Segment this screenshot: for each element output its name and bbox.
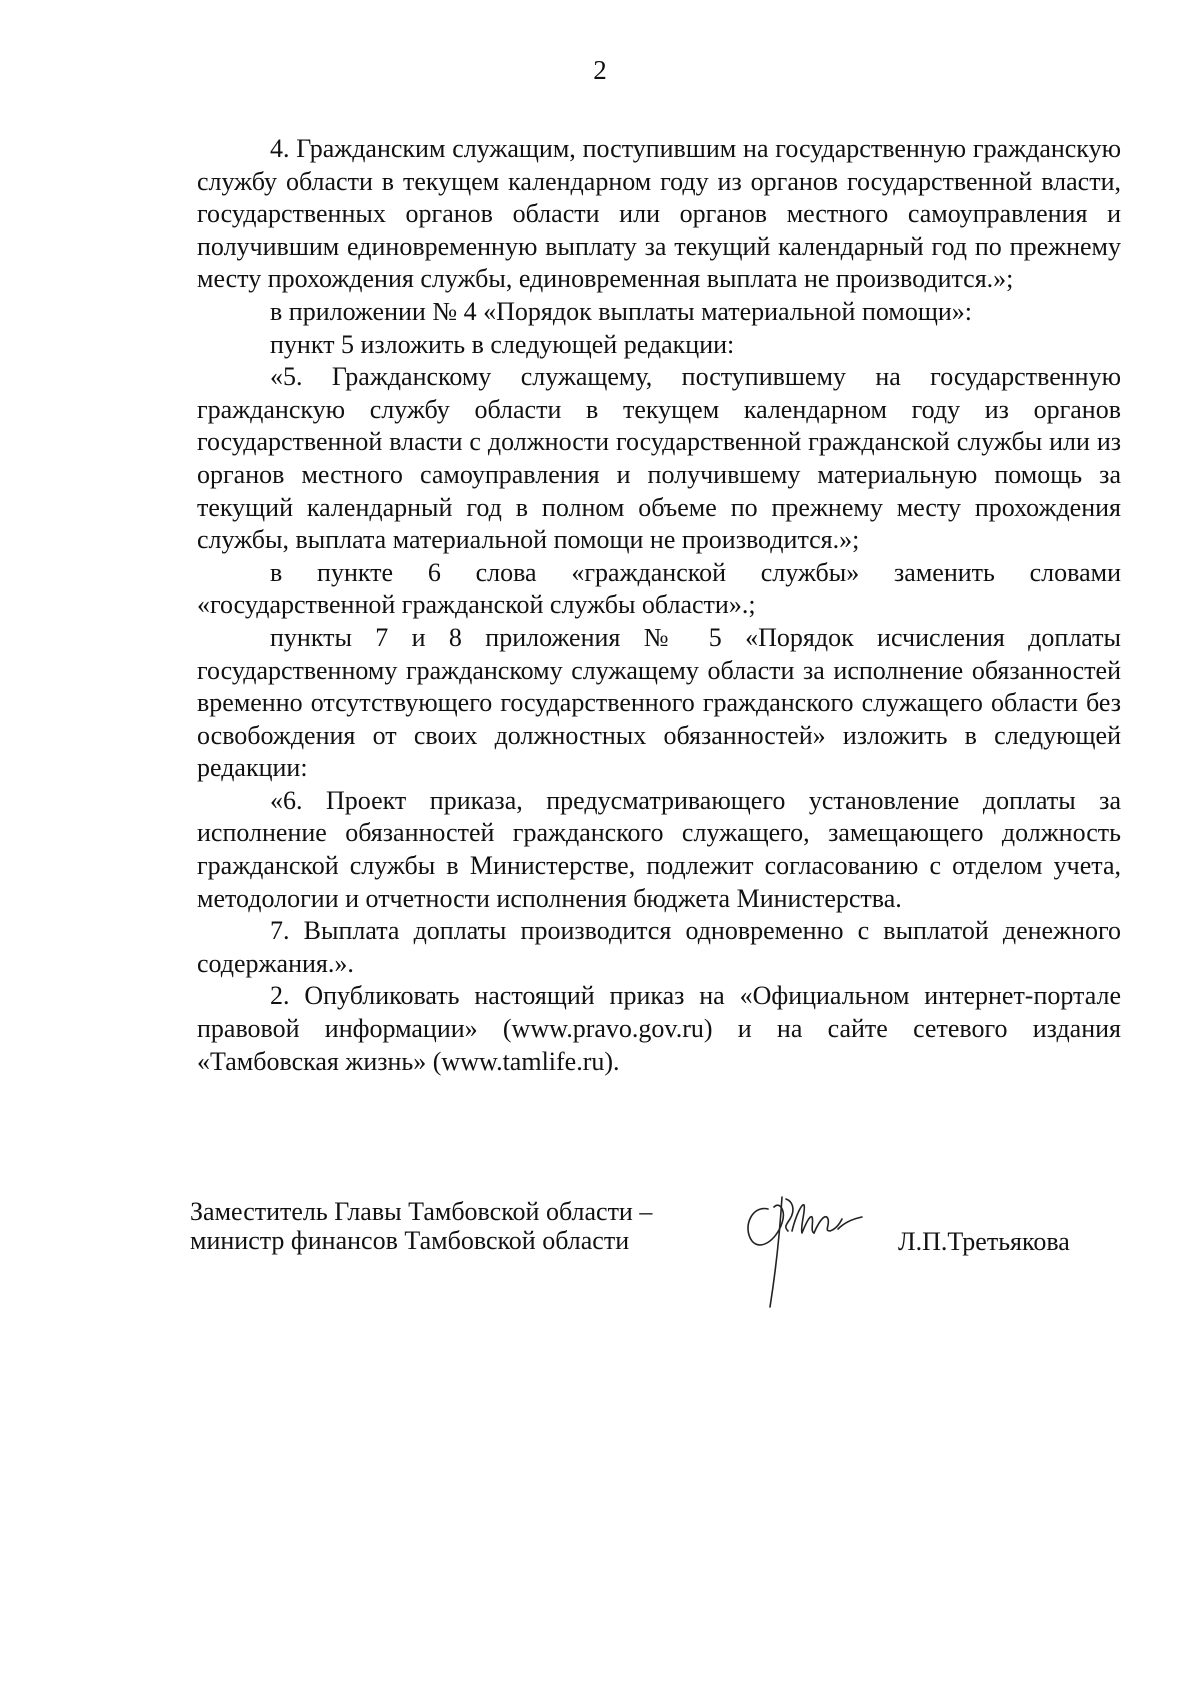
paragraph-appendix-4-intro: в приложении № 4 «Порядок выплаты материальной помощи»: [270, 296, 972, 326]
page-number: 2 [593, 55, 607, 85]
paragraph-point-6-replace: в пункте 6 слова «гражданской службы» заменить словами «государственной гражданской службы области».; [197, 557, 1121, 620]
paragraph-item-2-publish: 2. Опубликовать настоящий приказ на «Официальном интернет-портале правовой информации» (www.pravo.gov.ru) и на сайте сетевого издания «Тамбовская жизнь» (www.tamlife.ru). [197, 981, 1121, 1076]
signatory-name: Л.П.Третьякова [898, 1227, 1070, 1256]
document-body [197, 133, 1121, 1078]
paragraph-point-5-text: «5. Гражданскому служащему, поступившему на государственную гражданскую службу области в текущем календарном году из органов государственной власти с должности государственной гражданской службы или из органов местного самоуправления и получившему материальную помощь за текущий календарный год в полном объеме по прежнему месту прохождения службы, выплата материальной помощи не производится.»; [197, 362, 1121, 555]
signatory-position-line-2: министр финансов Тамбовской области [190, 1226, 630, 1255]
handwritten-signature-icon [730, 1179, 880, 1329]
paragraph-appendix-5-intro: пункты 7 и 8 приложения № 5 «Порядок исчисления доплаты государственному гражданскому служащему области за исполнение обязанностей временно отсутствующего государственного гражданского служащего области без освобождения от своих должностных обязанностей» изложить в следующей редакции: [197, 622, 1121, 783]
paragraph-point-5-intro: пункт 5 изложить в следующей редакции: [270, 329, 735, 359]
paragraph-point-7-text: 7. Выплата доплаты производится одновременно с выплатой денежного содержания.». [197, 916, 1121, 978]
paragraph-point-6-text: «6. Проект приказа, предусматривающего установление доплаты за исполнение обязанностей гражданского служащего, замещающего должность гражданской службы в Министерстве, подлежит согласованию с отделом учета, методологии и отчетности исполнения бюджета Министерства. [197, 785, 1121, 913]
paragraph-item-4: 4. Гражданским служащим, поступившим на государственную гражданскую службу области в текущем календарном году из органов государственной власти, государственных органов области или органов местного самоуправления и получившим единовременную выплату за текущий календарный год по прежнему месту прохождения службы, единовременная выплата не производится.»; [197, 134, 1121, 294]
signatory-position [190, 1197, 652, 1255]
signature-block [190, 1197, 1140, 1337]
signatory-position-line-1: Заместитель Главы Тамбовской области – [190, 1197, 653, 1226]
